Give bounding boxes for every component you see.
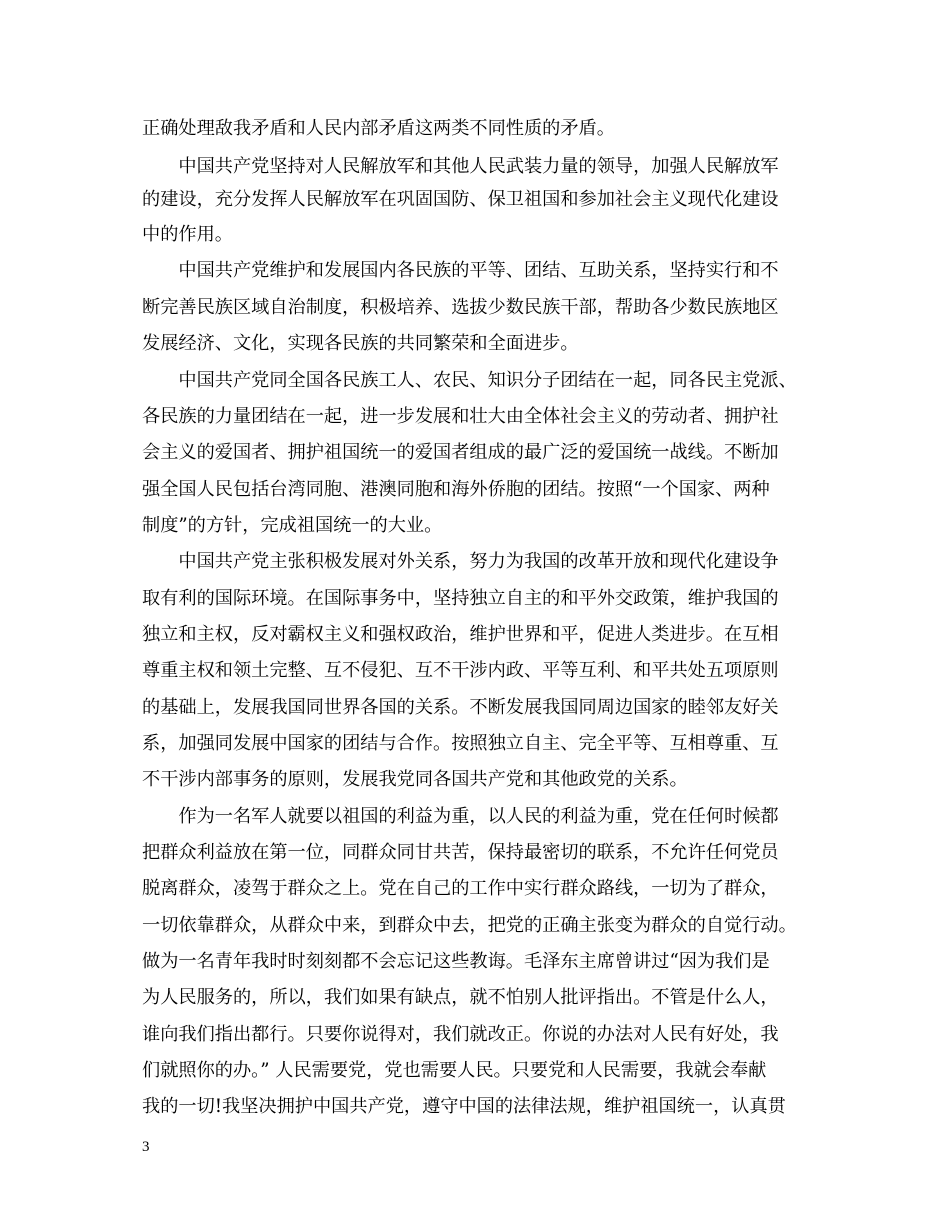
text-line: 中国共产党坚持对人民解放军和其他人民武装力量的领导，加强人民解放军 [142,156,779,177]
text-line: 发展经济、文化，实现各民族的共同繁荣和全面进步。 [142,333,579,354]
text-line: 取有利的国际环境。在国际事务中，坚持独立自主的和平外交政策，维护我国的 [142,588,779,609]
text-line: 把群众利益放在第一位，同群众同甘共苦，保持最密切的联系，不允许任何党员 [142,842,779,863]
text-line: 中的作用。 [142,224,233,245]
text-line: 做为一名青年我时时刻刻都不会忘记这些教诲。毛泽东主席曾讲过“因为我们是 [142,951,770,972]
text-line: 各民族的力量团结在一起，进一步发展和壮大由全体社会主义的劳动者、拥护社 [142,406,779,427]
text-line: 中国共产党维护和发展国内各民族的平等、团结、互助关系，坚持实行和不 [142,260,779,281]
text-line: 不干涉内部事务的原则，发展我党同各国共产党和其他政党的关系。 [142,769,688,790]
text-line: 强全国人民包括台湾同胞、港澳同胞和海外侨胞的团结。按照“一个国家、两种 [142,479,770,500]
text-line: 的建设，充分发挥人民解放军在巩固国防、保卫祖国和参加社会主义现代化建设 [142,189,779,210]
text-line: 尊重主权和领土完整、互不侵犯、互不干涉内政、平等互利、和平共处五项原则 [142,660,779,681]
text-line: 独立和主权，反对霸权主义和强权政治，维护世界和平，促进人类进步。在互相 [142,624,779,645]
text-line: 脱离群众，凌驾于群众之上。党在自己的工作中实行群众路线，一切为了群众， [142,878,779,899]
text-line: 会主义的爱国者、拥护祖国统一的爱国者组成的最广泛的爱国统一战线。不断加 [142,442,779,463]
text-line: 断完善民族区域自治制度，积极培养、选拔少数民族干部，帮助各少数民族地区 [142,297,779,318]
text-line: 一切依靠群众，从群众中来，到群众中去，把党的正确主张变为群众的自觉行动。 [142,915,797,936]
text-line: 为人民服务的，所以，我们如果有缺点，就不怕别人批评指出。不管是什么人， [142,987,779,1008]
text-line: 我的一切!我坚决拥护中国共产党，遵守中国的法律法规，维护祖国统一，认真贯 [142,1096,786,1117]
page-number: 3 [142,1139,150,1155]
text-line: 作为一名军人就要以祖国的利益为重，以人民的利益为重，党在任何时候都 [142,806,779,827]
text-line: 中国共产党同全国各民族工人、农民、知识分子团结在一起，同各民主党派、 [142,370,797,391]
text-line: 谁向我们指出都行。只要你说得对，我们就改正。你说的办法对人民有好处，我 [142,1024,779,1045]
text-line: 正确处理敌我矛盾和人民内部矛盾这两类不同性质的矛盾。 [142,118,615,139]
text-line: 系，加强同发展中国家的团结与合作。按照独立自主、完全平等、互相尊重、互 [142,733,779,754]
text-line: 的基础上，发展我国同世界各国的关系。不断发展我国同周边国家的睦邻友好关 [142,697,779,718]
text-line: 制度”的方针，完成祖国统一的大业。 [142,515,443,536]
text-line: 们就照你的办。” 人民需要党，党也需要人民。只要党和人民需要，我就会奉献 [142,1060,767,1081]
text-line: 中国共产党主张积极发展对外关系，努力为我国的改革开放和现代化建设争 [142,551,779,572]
